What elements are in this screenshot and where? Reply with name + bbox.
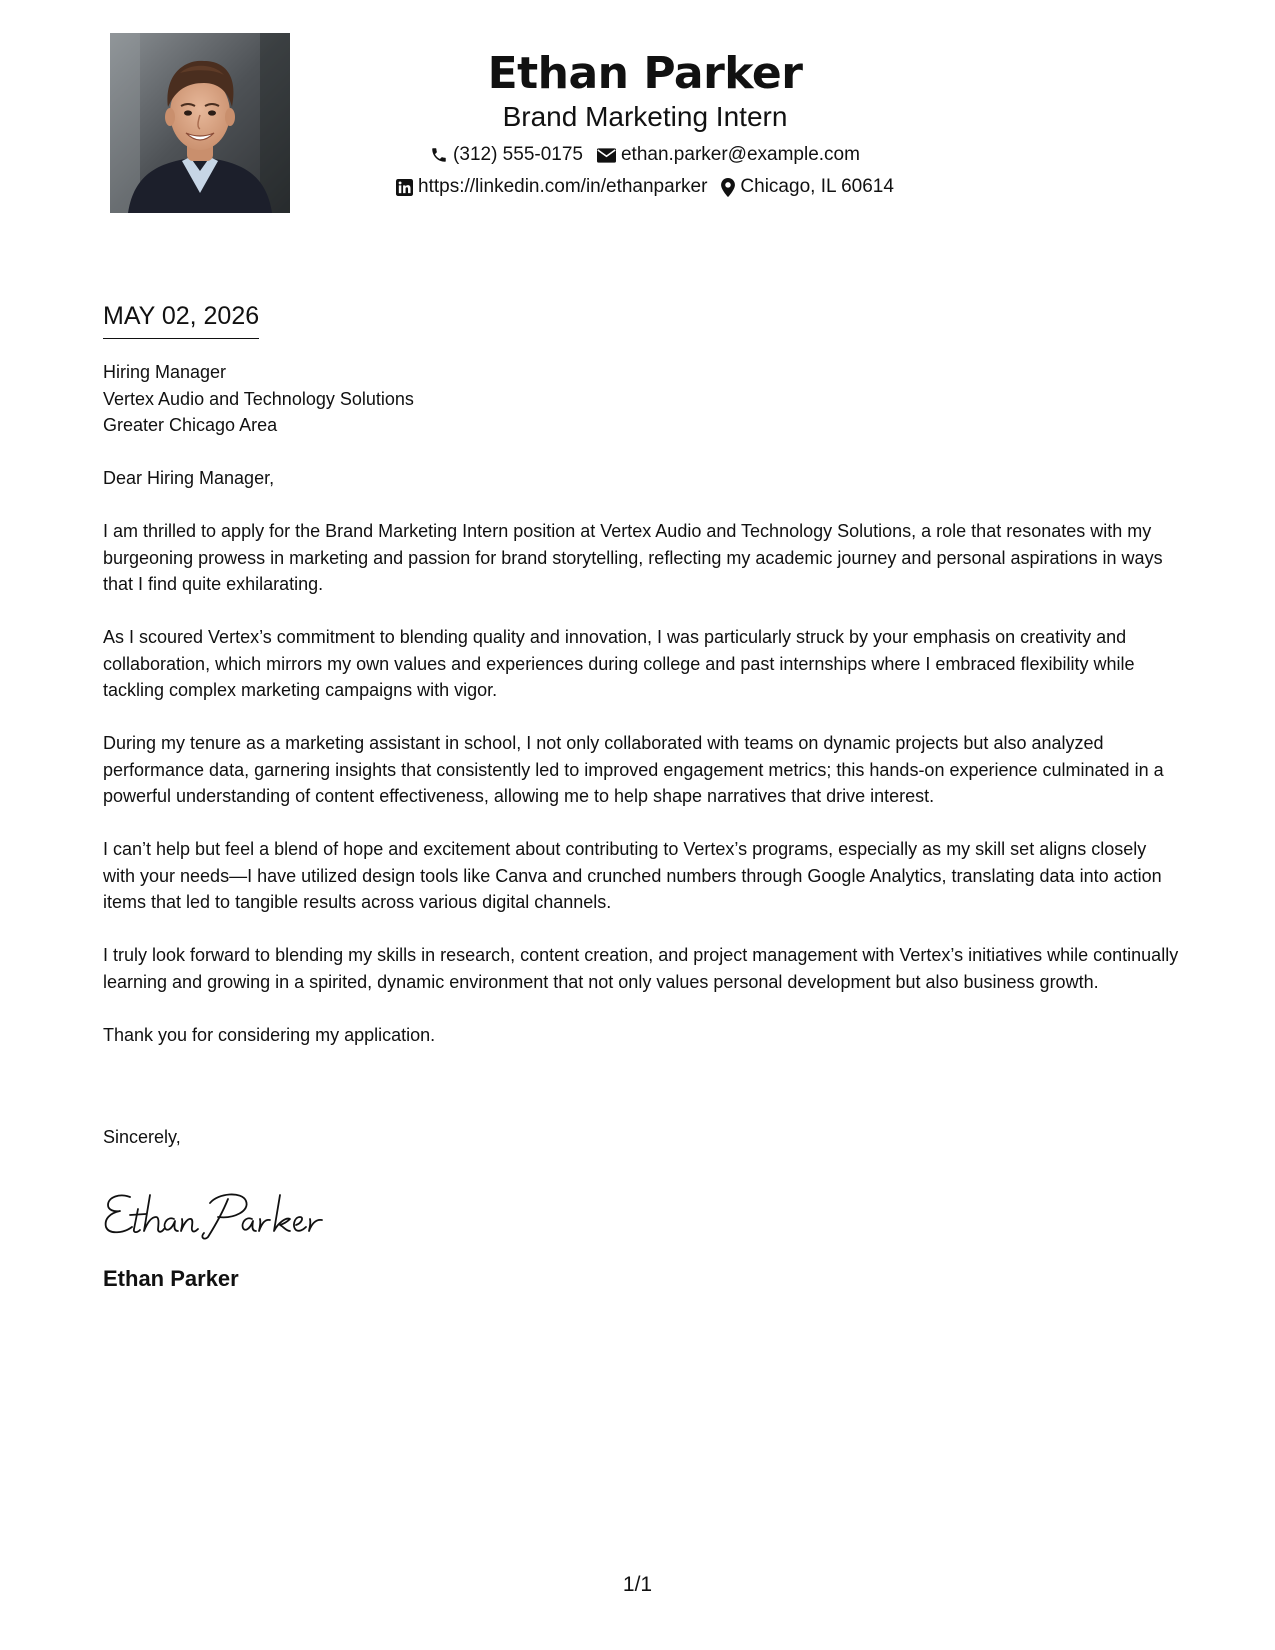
recipient-location: Greater Chicago Area <box>103 415 278 435</box>
location-text: Chicago, IL 60614 <box>740 176 894 197</box>
recipient-title: Hiring Manager <box>103 362 227 382</box>
linkedin-icon <box>396 179 413 196</box>
body-paragraph: During my tenure as a marketing assistant in school, I not only collaborated with teams on dynamic projects but also analyzed performance data, garnering insights that consistently led to improved engagement metrics; this hands-on experience culminated in a powerful understanding of content effectiveness, allowing me to help shape narratives that drive interest. <box>103 733 1164 806</box>
contact-line-1 <box>300 144 990 166</box>
email-address[interactable]: ethan.parker@example.com <box>620 144 860 165</box>
body-paragraph: I truly look forward to blending my skills in research, content creation, and project management with Vertex’s initiatives while continually learning and growing in a spirited, dynamic environment that not only values personal development but also business growth. <box>103 945 1179 992</box>
closing: Sincerely, <box>103 1127 181 1147</box>
letter-body <box>103 518 1183 1075</box>
phone-contact <box>430 144 583 166</box>
linkedin-contact[interactable] <box>396 176 707 198</box>
job-title: Brand Marketing Intern <box>502 101 788 132</box>
contact-line-2 <box>300 176 990 198</box>
email-contact[interactable] <box>597 144 860 166</box>
linkedin-url[interactable]: https://linkedin.com/in/ethanparker <box>418 176 708 197</box>
body-paragraph: As I scoured Vertex’s commitment to blending quality and innovation, I was particularly struck by your emphasis on creativity and collaboration, which mirrors my own values and experiences during college and past internships where I embraced flexibility while tackling complex marketing campaigns with vigor. <box>103 627 1135 700</box>
salutation: Dear Hiring Manager, <box>103 468 275 488</box>
envelope-icon <box>597 148 616 163</box>
candidate-name: Ethan Parker <box>487 48 803 99</box>
signer-name: Ethan Parker <box>103 1266 239 1291</box>
body-paragraph: Thank you for considering my application. <box>103 1024 436 1045</box>
profile-photo <box>110 33 290 213</box>
phone-icon <box>430 146 448 164</box>
handwritten-signature <box>100 1183 340 1245</box>
letter-date: MAY 02, 2026 <box>103 300 259 339</box>
page-indicator: 1/1 <box>622 1573 653 1596</box>
body-paragraph: I can’t help but feel a blend of hope and excitement about contributing to Vertex’s programs, especially as my skill set aligns closely with your needs—I have utilized design tools like Canva and crunched numbers through Google Analytics, translating data into action items that led to tangible results across various digital channels. <box>103 839 1162 912</box>
recipient-company: Vertex Audio and Technology Solutions <box>103 388 414 409</box>
letter-date-block <box>103 300 259 339</box>
phone-number: (312) 555-0175 <box>453 144 583 165</box>
recipient-block <box>103 359 414 439</box>
resume-header <box>300 46 990 198</box>
body-paragraph: I am thrilled to apply for the Brand Marketing Intern position at Vertex Audio and Technology Solutions, a role that resonates with my burgeoning prowess in marketing and passion for brand storytelling, reflecting my academic journey and personal aspirations in ways that I find quite exhilarating. <box>103 521 1163 594</box>
map-pin-icon <box>721 178 735 197</box>
location-contact <box>721 176 894 198</box>
